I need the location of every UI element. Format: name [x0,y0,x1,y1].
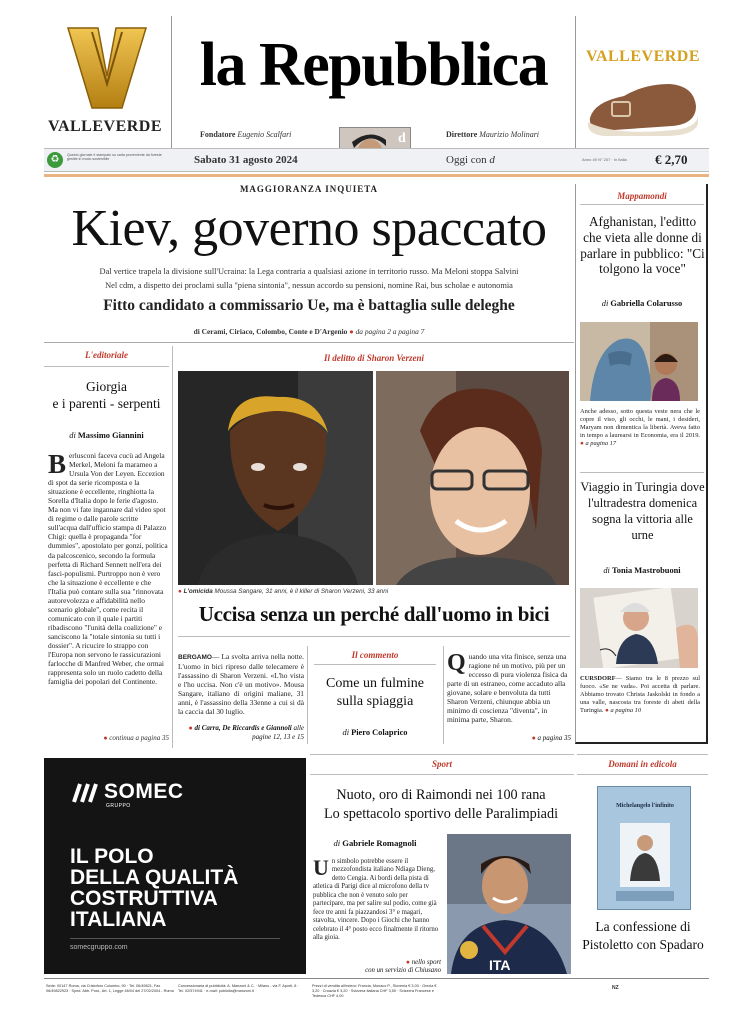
lead-standfirst-2: Nel cdm, a dispetto dei proclami sulla "piena sintonia", nessun accordo su pensioni, nomine Rai, bus scholae e autonomia [105,281,513,290]
masthead-title[interactable]: la Repubblica [199,31,548,99]
somec-logo-icon [70,782,100,804]
magazine-cover-figure-icon [612,817,678,907]
turingia-photo[interactable] [580,588,698,668]
man-portrait-icon [178,371,373,585]
magazine-cover-title: Michelangelo l'infinito [616,803,674,809]
footer-col-3: Prezzi di vendita all'estero: Francia, Monaco P., Slovenia € 3,00 · Grecia € 3,20 · Croazia € 3,20 · Svizzera Italiana CHF 3,50 · Svizzera Francese e Tedesca CHF 4,00 [312,984,437,998]
comment-section: Il commento [351,650,399,660]
sidebar-byline-2: di Tonia Mastrobuoni [603,566,681,575]
footer-col-1: Sede: 00147 Roma, via Cristoforo Colombo, 90 · Tel. 06/49821, Fax 06/49822923 · Sped. Abb. Post., Art. 1, Legge 46/04 del 27/02/2004 - Roma [46,984,174,993]
somec-url[interactable]: somecgruppo.com [70,944,128,951]
verzeni-photo[interactable] [376,371,569,585]
price-note: Anno 49 N° 207 · In Italia [582,157,627,162]
woman-portrait-icon [376,371,569,585]
photo-in-hand-icon [580,588,698,668]
today-with: Oggi con d [446,154,495,166]
sport-byline: di Gabriele Romagnoli [333,838,417,848]
lead-subhead[interactable]: Fitto candidato a commissario Ue, ma è battaglia sulle deleghe [103,297,515,314]
lead-headline[interactable]: Kiev, governo spaccato [71,200,547,257]
comment-continue: ● a pagina 35 [531,734,571,742]
sidebar-text: Anche adesso, sotto questa veste nera che le copre il viso, gli occhi, le mani, i desideri, Maryam non dimentica la libertà. Aveva fatto in tempo a laurearsi in Economia, era il 2019. ● a pagina 17 [580,408,700,447]
footer-col-2: Concessionaria di pubblicità: A. Manzoni & C. · Milano - via F. Aporti, 8 · Tel. 02/574941 · e-mail: publicita@manzoni.it [178,984,299,993]
sport-drop-cap: U [313,858,329,880]
sport-section: Sport [431,759,452,769]
editorial-byline: di Massimo Giannini [69,431,144,440]
sport-pages: ● nello sport [405,959,441,966]
editorial-drop-cap: B [48,451,67,479]
sidebar-title[interactable]: Afghanistan, l'editto che vieta alle donne di parlare in pubblico: "Ci tolgono la voce" [580,214,705,277]
valleverde-ad-right[interactable] [580,18,706,142]
lead-kicker: MAGGIORANZA INQUIETA [239,184,379,194]
lead-byline: di Cerami, Ciriaco, Colombo, Conte e D'Argenio ● da pagina 2 a pagina 7 [193,327,425,336]
verzeni-caption: ● L'omicida Moussa Sangare, 31 anni, è il killer di Sharon Verzeni, 33 anni [178,588,389,595]
editorial-continue: ● continua a pagina 35 [103,734,169,742]
valleverde-ad-left[interactable] [44,18,166,142]
verzeni-text: BERGAMO— La svolta arriva nella notte. L'uomo in bici ripreso dalle telecamere è l'assassino di Sharon Verzeni. «L'ho vista e l'ho uccisa. Non c'è un motivo». Mousa Sangare, italiano di origini maliane, 31 anni, è l'assassino della 33enne a cui si dà la caccia dal 30 luglio. [178,652,304,717]
domani-section: Domani in edicola [608,759,677,769]
sangare-photo[interactable] [178,371,373,585]
verzeni-section: Il delitto di Sharon Verzeni [323,353,425,363]
magazine-cover[interactable] [597,786,691,910]
burqa-woman-photo-icon [580,322,698,401]
verzeni-byline: ● di Carra, De Riccardis e Giannoli alle pagine 12, 13 e 15 [188,724,304,741]
verzeni-headline[interactable]: Uccisa senza un perché dall'uomo in bici [198,602,550,626]
clog-shoe-icon [584,72,702,138]
somec-ad[interactable] [44,758,306,974]
director-line: Direttore Maurizio Molinari [446,130,540,139]
eco-note: Questo giornale è stampato su carta proveniente da foreste gestite in modo sostenibile [67,153,162,162]
comment-drop-cap: Q [447,652,466,676]
svg-text:ITA: ITA [489,957,511,973]
comment-byline: di Piero Colaprico [342,728,408,737]
valleverde-logo-icon [64,24,150,112]
raimondi-photo[interactable] [447,834,571,974]
somec-claim: IL POLO DELLA QUALITÀ COSTRUTTIVA ITALIANA [70,845,239,931]
sport-text: Un simbolo potrebbe essere il mezzofondista italiano Ndiaga Dieng, detto Cengia. Ai bordi della pista di atletica di Parigi dice al microfono della tv pubblica che non è venuto solo per partecipare, ma per salire sul podio, come già fece tre anni fa piazzandosi 3° e magari, stavolta, vincere. Dopo i Giochi che hanno celebrato il 4° posto ecco finalmente il ritorno alla gioia. [313,858,439,942]
footer-code: NZ [612,985,619,991]
comment-title[interactable]: Come un fulmine sulla spiaggia [326,676,424,709]
editorial-text: Berlusconi faceva cucù ad Angela Merkel, Meloni fa marameo a Ursula Von der Leyen. Eccezion di spot da serie ricomposta e la situazione è eccellente, ringhiotta la Sorella d'Italia dopo le ferie d'agosto. Ma non vi fate ingannare dal video spot di regime o dalle parole scritte sull'acqua dall'ufficio stampa di Palazzo Chigi: quella è propaganda "for dummies", apostolato per gonzi, politica da palcoscenico, secondo la formula perfetta di Richard Sennett nell'era dei fasci-populismi. Purtroppo non è vero che la situazione è eccellente e che l'Italia può contare sulla sua "rinnovata autorevolezza e affidabilità nello scenario globale", come recita il comunicato con il quale i partiti ribadiscono "l'unità della coalizione" e sanciscono la "totale sintonia su tutti i dossier". A ricucire lo strappo con l'Europa non servono le rassicurazioni farlocche di Manfred Weber, che ormai rappresenta solo un ruolo cadetto della famiglia dei popolari del Continente. [48,451,168,687]
eco-badge [47,152,171,168]
domani-caption[interactable]: La confessione di Pistoletto con Spadaro [582,919,704,952]
price: € 2,70 [655,152,688,167]
lead-standfirst-1: Dal vertice trapela la divisione sull'Ucraina: la Lega contraria a qualsiasi azione in territorio russo. Ma Meloni stoppa Salvini [99,267,519,276]
sidebar-title-2[interactable]: Viaggio in Turingia dove l'ultradestra domenica sogna la vittoria alle urne [580,480,705,542]
sport-headline[interactable]: Nuoto, oro di Raimondi nei 100 rana Lo spettacolo sportivo delle Paralimpiadi [323,787,559,822]
sidebar-section: Mappamondi [617,191,667,201]
comment-text: Quando una vita finisce, senza una ragione né un motivo, più per un eccesso di pura violenza fisica da parte di un estraneo, come accaduto alla giovane, solare e benvoluta da tutti Sharon Verzeni, chiunque abbia un minimo di coscienza "diventa", in minima parte, Sharon. [447,652,568,725]
editorial-title[interactable]: Giorgia e i parenti - serpenti [52,379,161,411]
swimmer-medal-photo-icon [447,834,571,974]
somec-brand: SOMEC [104,780,184,803]
afghanistan-photo[interactable] [580,322,698,401]
valleverde-brand-right: VALLEVERDE [585,48,701,65]
valleverde-brand-left: VALLEVERDE [47,118,163,135]
svg-text:d: d [398,131,406,146]
sidebar-byline: di Gabriella Colarusso [601,299,683,308]
recycle-icon: ♻ [47,152,63,168]
sidebar-text-2: CURSDORF— Siamo tra le 8 prezzo sul fuoco. «Se ne vada». Poi accetta di parlare. Abbiamo trovato Christa Jaskolski in fondo a una valle, nascosta tra foreste di abeti della Turingia. ● a pagina 10 [580,675,700,714]
sport-service: con un servizio di Chiusano [365,967,441,974]
somec-brand-sub: GRUPPO [106,803,131,809]
editorial-section: L'editoriale [85,350,128,360]
issue-date: Sabato 31 agosto 2024 [194,154,298,166]
founder-line: Fondatore Eugenio Scalfari [200,130,292,139]
